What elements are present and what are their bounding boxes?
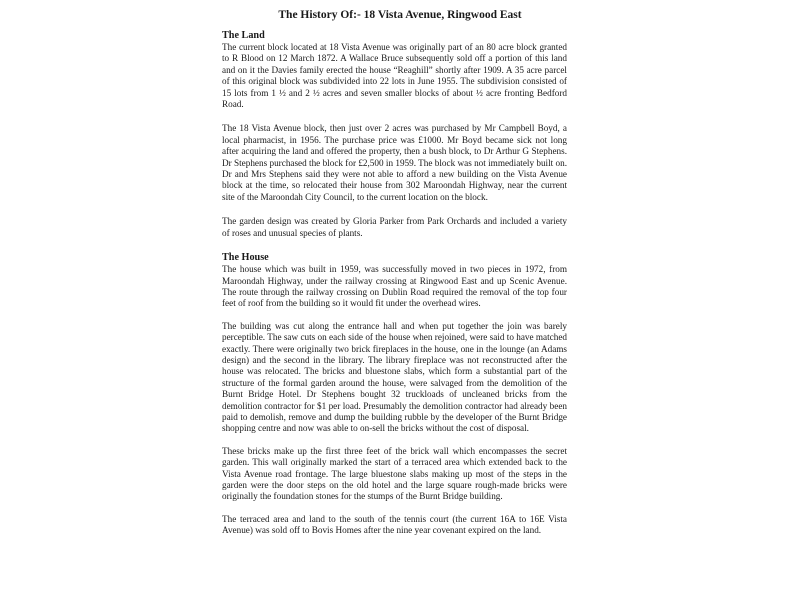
section-heading: The House	[222, 252, 269, 264]
paragraph: The garden design was created by Gloria Parker from Park Orchards and included a variety of roses and unusual species of plants.	[222, 216, 567, 238]
section-the-house	[222, 252, 567, 537]
paragraph: The building was cut along the entrance hall and when put together the join was barely perceptible. The saw cuts on each side of the house when rejoined, were said to have matched exactly. There were originally two brick fireplaces in the house, one in the lounge (an Adams design) and the second in the library. The library fireplace was not reconstructed after the house was relocated. The bricks and bluestone slabs, which form a substantial part of the structure of the formal garden around the house, were salvaged from the demolition of the Burnt Bridge Hotel. Dr Stephens bought 32 truckloads of uncleaned bricks from the demolition contractor for $1 per load. Presumably the demolition contractor had already been paid to demolish, remove and dump the building rubble by the developer of the Burnt Bridge shopping centre and now was able to on-sell the bricks without the cost of disposal.	[222, 320, 567, 434]
paragraph: The terraced area and land to the south of the tennis court (the current 16A to 16E Vista Avenue) was sold off to Bovis Homes after the nine year covenant expired on the land.	[222, 513, 567, 536]
paragraph: The house which was built in 1959, was successfully moved in two pieces in 1972, from Maroondah Highway, under the railway crossing at Ringwood East and up Scenic Avenue. The route through the railway crossing on Dublin Road required the removal of the top four feet of roof from the building so it would fit under the overhead wires.	[222, 264, 567, 309]
document-body	[222, 30, 567, 548]
section-the-land	[222, 30, 567, 239]
paragraph: These bricks make up the first three feet of the brick wall which encompasses the secret garden. This wall originally marked the start of a terraced area which extended back to the Vista Avenue road frontage. The large bluestone slabs making up most of the steps in the garden were the door steps on the old hotel and the large square rough-made bricks were originally the foundation stones for the stumps of the Burnt Bridge building.	[222, 445, 567, 502]
paragraph: The current block located at 18 Vista Avenue was originally part of an 80 acre block granted to R Blood on 12 March 1872. A Wallace Bruce subsequently sold off a portion of this land and on it the Davies family erected the house “Reaghill” shortly after 1909. A 35 acre parcel of this original block was subdivided into 22 lots in June 1955. The subdivision consisted of 15 lots from 1 ½ and 2 ½ acres and seven smaller blocks of about ½ acre fronting Bedford Road.	[222, 42, 567, 110]
section-heading: The Land	[222, 30, 265, 41]
paragraph: The 18 Vista Avenue block, then just over 2 acres was purchased by Mr Campbell Boyd, a local pharmacist, in 1956. The purchase price was £1000. Mr Boyd became sick not long after acquiring the land and offered the property, then a bush block, to Dr Arthur G Stephens. Dr Stephens purchased the block for £2,500 in 1959. The block was not immediately built on. Dr and Mrs Stephens said they were not able to afford a new building on the Vista Avenue block at the time, so relocated their house from 302 Maroondah Highway, near the current site of the Maroondah City Council, to the current location on the block.	[222, 123, 567, 202]
document-title: The History Of:- 18 Vista Avenue, Ringwood East	[278, 9, 522, 21]
